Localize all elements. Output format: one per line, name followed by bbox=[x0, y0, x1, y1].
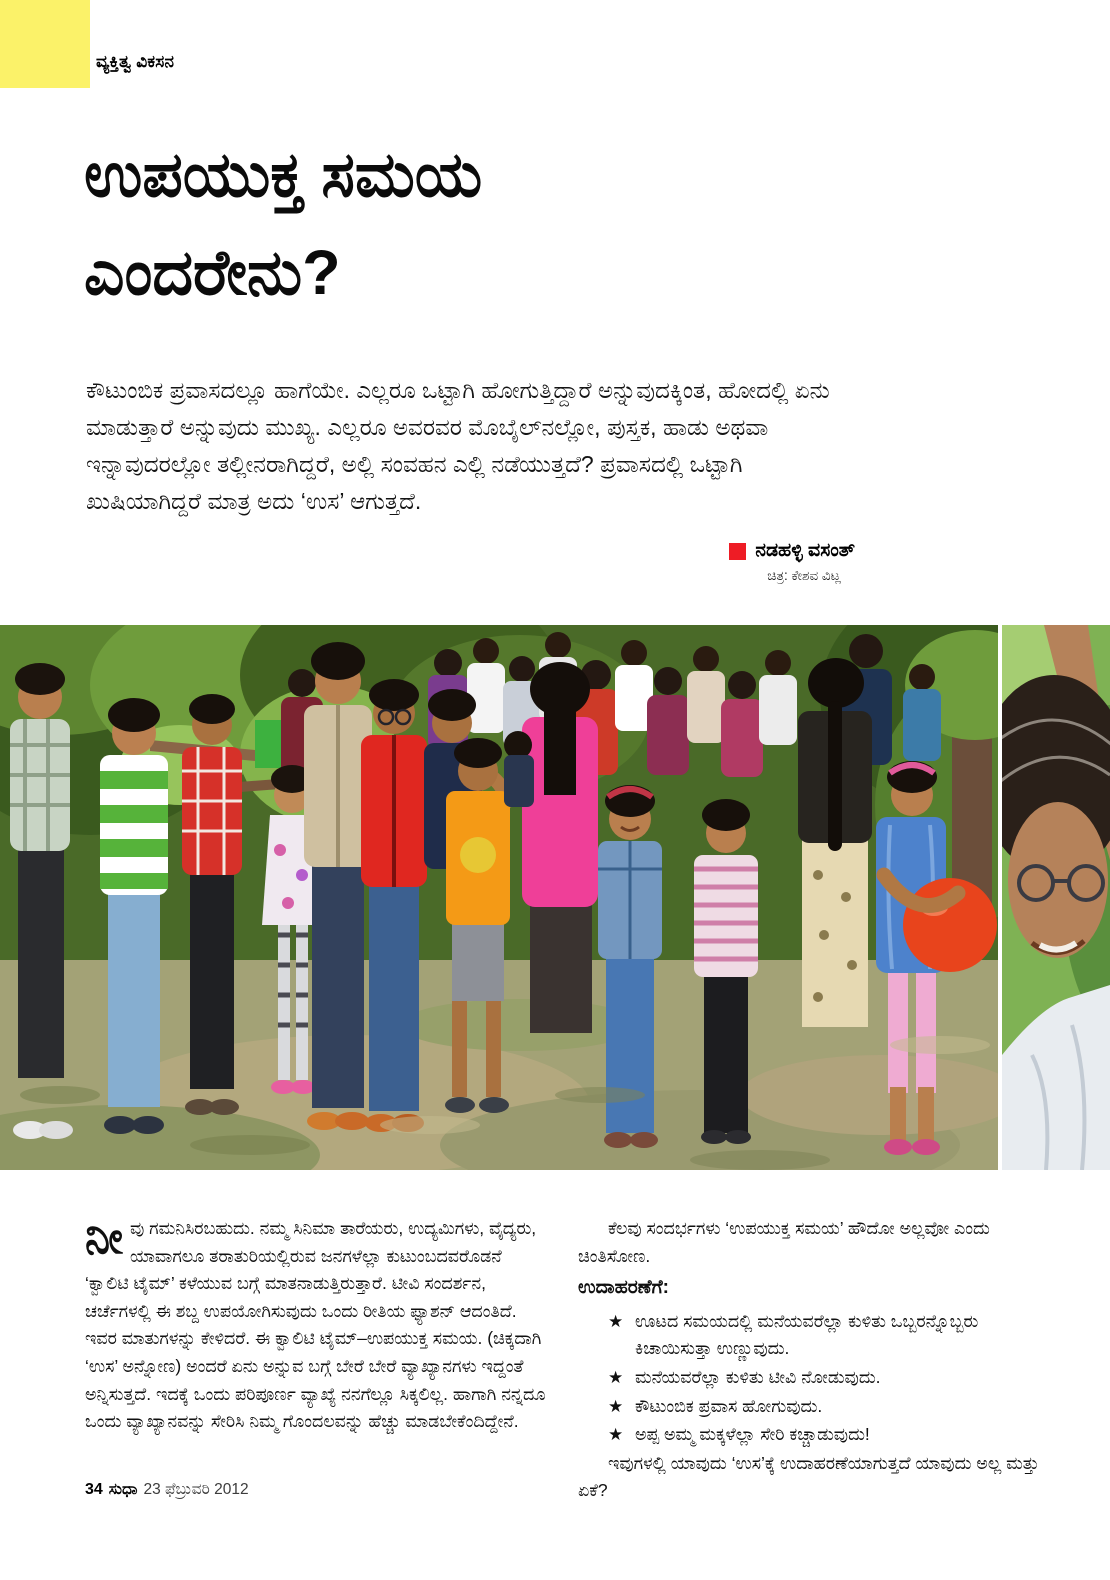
yellow-corner-block bbox=[0, 0, 90, 88]
column-left-text: ವು ಗಮನಿಸಿರಬಹುದು. ನಮ್ಮ ಸಿನಿಮಾ ತಾರೆಯರು, ಉದ್ಯಮಿಗಳು, ವೈದ್ಯರು, ಯಾವಾಗಲೂ ತರಾತುರಿಯಲ್ಲಿರುವ ಜನಗಳೆಲ್ಲಾ ಕುಟುಂಬದವರೊಡನೆ ‘ಕ್ವಾಲಿಟಿ ಟೈಮ್’ ಕಳೆಯುವ ಬಗ್ಗೆ ಮಾತನಾಡುತ್ತಿರುತ್ತಾರೆ. ಟೀವಿ ಸಂದರ್ಶನ, ಚರ್ಚೆಗಳಲ್ಲಿ ಈ ಶಬ್ದ ಉಪಯೋಗಿಸುವುದು ಒಂದು ರೀತಿಯ ಫ್ಯಾಶನ್ ಆದಂತಿದೆ. ಇವರ ಮಾತುಗಳನ್ನು ಕೇಳಿದರೆ. ಈ ಕ್ವಾಲಿಟಿ ಟೈಮ್–ಉಪಯುಕ್ತ ಸಮಯ. (ಚಿಕ್ಕದಾಗಿ ‘ಉಸ’ ಅನ್ನೋಣ) ಅಂದರೆ ಏನು ಅನ್ನುವ ಬಗ್ಗೆ ಬೇರೆ ಬೇರೆ ವ್ಯಾಖ್ಯಾನಗಳು ಇದ್ದಂತೆ ಅನ್ನಿಸುತ್ತದೆ. ಇದಕ್ಕೆ ಒಂದು ಪರಿಪೂರ್ಣ ವ್ಯಾಖ್ಯೆ ನನಗೆಲ್ಲೂ ಸಿಕ್ಕಲಿಲ್ಲ. ಹಾಗಾಗಿ ನನ್ನದೂ ಒಂದು ವ್ಯಾಖ್ಯಾನವನ್ನು ಸೇರಿಸಿ ನಿಮ್ಮ ಗೊಂದಲವನ್ನು ಹೆಚ್ಚು ಮಾಡಬೇಕೆಂದಿದ್ದೇನೆ. bbox=[85, 1218, 546, 1432]
byline-block bbox=[729, 540, 855, 584]
star-bullet-icon: ★ bbox=[608, 1396, 624, 1416]
list-item-text: ಅಪ್ಪ ಅಮ್ಮ ಮಕ್ಕಳೆಲ್ಲಾ ಸೇರಿ ಕಚ್ಚಾಡುವುದು! bbox=[635, 1424, 870, 1445]
article-title bbox=[84, 126, 482, 322]
list-item bbox=[608, 1393, 1041, 1421]
group-photo-illustration bbox=[0, 625, 998, 1170]
page-footer bbox=[85, 1481, 249, 1499]
examples-list bbox=[578, 1308, 1041, 1449]
list-item-text: ಕೌಟುಂಬಿಕ ಪ್ರವಾಸ ಹೋಗುವುದು. bbox=[635, 1395, 823, 1416]
list-item-text: ಮನೆಯವರೆಲ್ಲಾ ಕುಳಿತು ಟೀವಿ ನೋಡುವುದು. bbox=[635, 1366, 881, 1387]
star-bullet-icon: ★ bbox=[608, 1367, 624, 1387]
page-number: 34 bbox=[85, 1481, 103, 1498]
star-bullet-icon: ★ bbox=[608, 1311, 624, 1331]
magazine-name: ಸುಧಾ bbox=[108, 1481, 138, 1498]
article-title-line1: ಉಪಯುಕ್ತ ಸಮಯ bbox=[84, 140, 483, 210]
list-item bbox=[608, 1364, 1041, 1392]
boy-khaki-vest bbox=[304, 642, 372, 1130]
photo-credit: ಚಿತ್ರ: ಕೇಶವ ವಿಟ್ಲ bbox=[767, 568, 841, 583]
boy-plaid-shirt bbox=[10, 663, 73, 1139]
red-square-icon bbox=[729, 543, 746, 560]
boy-green-striped-shirt bbox=[100, 698, 168, 1134]
section-kicker: ವ್ಯಕ್ತಿತ್ವ ವಿಕಸನ bbox=[96, 52, 175, 71]
examples-heading: ಉದಾಹರಣೆಗೆ: bbox=[578, 1277, 669, 1299]
group-photo-image bbox=[0, 625, 998, 1170]
byline-row bbox=[729, 540, 855, 562]
article-title-line2: ಎಂದರೇನು? bbox=[84, 238, 341, 308]
column-right-intro: ಕೆಲವು ಸಂದರ್ಭಗಳು ‘ಉಪಯುಕ್ತ ಸಮಯ’ ಹೌದೋ ಅಲ್ಲವೋ ಎಂದು ಚಿಂತಿಸೋಣ. bbox=[578, 1218, 990, 1266]
girl-closeup-image bbox=[1002, 625, 1110, 1170]
drop-cap: ನೀ bbox=[85, 1212, 123, 1263]
body-column-right bbox=[578, 1215, 1041, 1505]
list-item-text: ಊಟದ ಸಮಯದಲ್ಲಿ ಮನೆಯವರೆಲ್ಲಾ ಕುಳಿತು ಒಬ್ಬರನ್ನೊಬ್ಬರು ಕಿಚಾಯಿಸುತ್ತಾ ಉಣ್ಣುವುದು. bbox=[635, 1310, 979, 1359]
boy-red-jacket-glasses bbox=[361, 679, 427, 1132]
woman-braid-back bbox=[798, 658, 872, 1027]
boy-red-plaid-shirt bbox=[182, 694, 242, 1115]
girl-closeup-illustration bbox=[1002, 625, 1110, 1170]
article-intro: ಕೌಟುಂಬಿಕ ಪ್ರವಾಸದಲ್ಲೂ ಹಾಗೆಯೇ. ಎಲ್ಲರೂ ಒಟ್ಟಾಗಿ ಹೋಗುತ್ತಿದ್ದಾರೆ ಅನ್ನುವುದಕ್ಕಿಂತ, ಹೋದಲ್ಲಿ ಏನು ಮಾಡುತ್ತಾರೆ ಅನ್ನುವುದು ಮುಖ್ಯ. ಎಲ್ಲರೂ ಅವರವರ ಮೊಬೈಲ್‌ನಲ್ಲೋ, ಪುಸ್ತಕ, ಹಾಡು ಅಥವಾ ಇನ್ನಾವುದರಲ್ಲೋ ತಲ್ಲೀನರಾಗಿದ್ದರೆ, ಅಲ್ಲಿ ಸಂವಹನ ಎಲ್ಲಿ ನಡೆಯುತ್ತದೆ? ಪ್ರವಾಸದಲ್ಲಿ ಒಟ್ಟಾಗಿ ಖುಷಿಯಾಗಿದ್ದರೆ ಮಾತ್ರ ಅದು ‘ಉಸ’ ಆಗುತ್ತದೆ. bbox=[86, 377, 830, 514]
issue-date: 23 ಫೆಬ್ರುವರಿ 2012 bbox=[143, 1481, 249, 1498]
list-item bbox=[608, 1308, 1041, 1363]
author-name: ನಡಹಳ್ಳಿ ವಸಂತ್ bbox=[755, 540, 855, 561]
column-right-closing: ಇವುಗಳಲ್ಲಿ ಯಾವುದು ‘ಉಸ’ಕ್ಕೆ ಉದಾಹರಣೆಯಾಗುತ್ತದೆ ಯಾವುದು ಅಲ್ಲ ಮತ್ತು ಏಕೆ? bbox=[578, 1452, 1040, 1501]
list-item bbox=[608, 1421, 1041, 1449]
body-column-left bbox=[85, 1212, 548, 1436]
star-bullet-icon: ★ bbox=[608, 1425, 624, 1445]
